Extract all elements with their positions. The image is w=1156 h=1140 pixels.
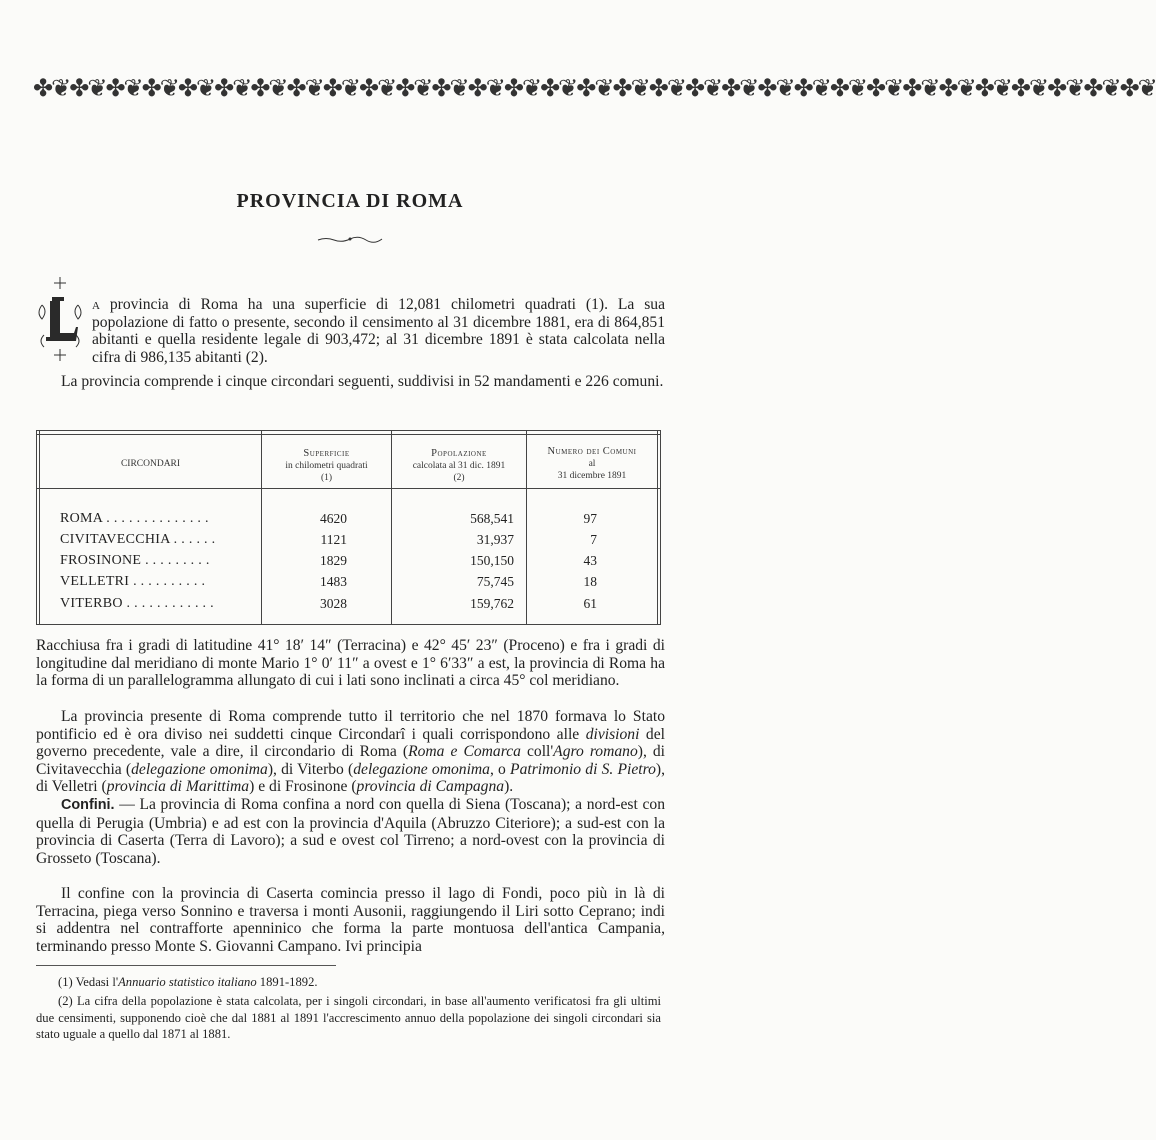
confini-heading: Confini. bbox=[61, 797, 115, 813]
footnote-rule bbox=[36, 965, 336, 966]
intro-text: provincia di Roma ha una superficie di 12,081 chilometri quadrati (1). La sua popolazione di fatto o presente, secondo il censimento al 31 dicembre 1881, era di 864,851 abitanti e quella residente legale di 903,472; al 31 dicembre 1891 è stata calcolata nella cifra di 986,135 abitanti (2). bbox=[92, 296, 665, 366]
circondari-table: CIRCONDARI Superficie in chilometri quadrati (1) Popolazione calcolata al 31 dic. 1891 (2) Numero dei Comuni al 31 dicembre 1891 ROMA . . . . . . . . . . . . . . 4620 568,541 97 CIVITAVECCHIA . . . . . . 1121 31,937 7 FROSINONE . . . . . . . . . 1829 150,150 43 VELLETRI . . . . . . . . . . 1483 75,745 18 VITERBO . . . . . . . . . . . . 3028 159,762 61 bbox=[36, 430, 661, 625]
intro-lead: a bbox=[92, 296, 100, 313]
header-comuni: Numero dei Comuni al 31 dicembre 1891 bbox=[547, 446, 637, 481]
footnote-2: (2) La cifra della popolazione è stata calcolata, per i singoli circondari, in base all'aumento verificatosi fra gli ultimi due censimenti, supponendo cioè che dal 1881 al 1891 l'accrescimento annuo della popolazione dei singoli circondari sia stato uguale a quello dal 1871 al 1881. bbox=[36, 994, 661, 1041]
header-popolazione: Popolazione calcolata al 31 dic. 1891 (2) bbox=[412, 448, 506, 483]
header-circondari: CIRCONDARI bbox=[120, 459, 181, 469]
title-flourish bbox=[318, 236, 382, 242]
header-ornament-band: ✤❦✤❦✤❦✤❦✤❦✤❦✤❦✤❦✤❦✤❦✤❦✤❦✤❦✤❦✤❦✤❦✤❦✤❦✤❦✤❦✤❦✤❦✤❦✤❦✤❦✤❦✤❦✤❦✤❦✤❦✤❦ bbox=[33, 74, 1156, 102]
footnote-1: (1) Vedasi l'Annuario statistico italiano 1891-1892. bbox=[58, 975, 318, 989]
territory-paragraph: La provincia presente di Roma comprende tutto il territorio che nel 1870 formava lo Stato pontificio ed è ora diviso nei suddetti cinque Circondarî i quali corrispondono alle divisioni del governo precedente, vale a dire, il circondario di Roma (Roma e Comarca coll'Agro romano), di Civitavecchia (delegazione omonima), di Viterbo (delegazione omonima, o Patrimonio di S. Pietro), di Velletri (provincia di Marittima) e di Frosinone (provincia di Campagna). bbox=[36, 708, 666, 796]
intro-second-paragraph: La provincia comprende i cinque circondari seguenti, suddivisi in 52 mandamenti e 226 comuni. bbox=[61, 373, 664, 390]
page-title: PROVINCIA DI ROMA bbox=[236, 190, 464, 212]
intro-paragraph bbox=[92, 296, 665, 366]
header-superficie: Superficie in chilometri quadrati (1) bbox=[285, 448, 368, 483]
latitude-paragraph: Racchiusa fra i gradi di latitudine 41° 18′ 14″ (Terracina) e 42° 45′ 23″ (Proceno) e fra i gradi di longitudine dal meridiano di monte Mario 1° 0′ 11″ a ovest e 1° 6′33″ a est, la provincia di Roma ha la forma di un parallelogramma allungato di cui i lati sono inclinati a circa 45° col meridiano. bbox=[36, 637, 665, 690]
decorated-initial-L bbox=[34, 275, 86, 363]
border-paragraph: Il confine con la provincia di Caserta comincia presso il lago di Fondi, poco più in là di Terracina, piega verso Sonnino e traversa i monti Ausonii, raggiungendo il Liri sotto Ceprano; indi si addentra nel contrafforte apenninico che forma la parte montuosa dell'antica Campania, terminando presso Monte S. Giovanni Campano. Ivi principia bbox=[36, 885, 665, 955]
confini-paragraph: Confini. — La provincia di Roma confina a nord con quella di Siena (Toscana); a nord-est con quella di Perugia (Umbria) e ad est con la provincia d'Aquila (Abruzzo Citeriore); a sud-est con la provincia di Caserta (Terra di Lavoro); a sud e ovest col Tirreno; a nord-ovest con la provincia di Grosseto (Toscana). bbox=[36, 796, 665, 867]
